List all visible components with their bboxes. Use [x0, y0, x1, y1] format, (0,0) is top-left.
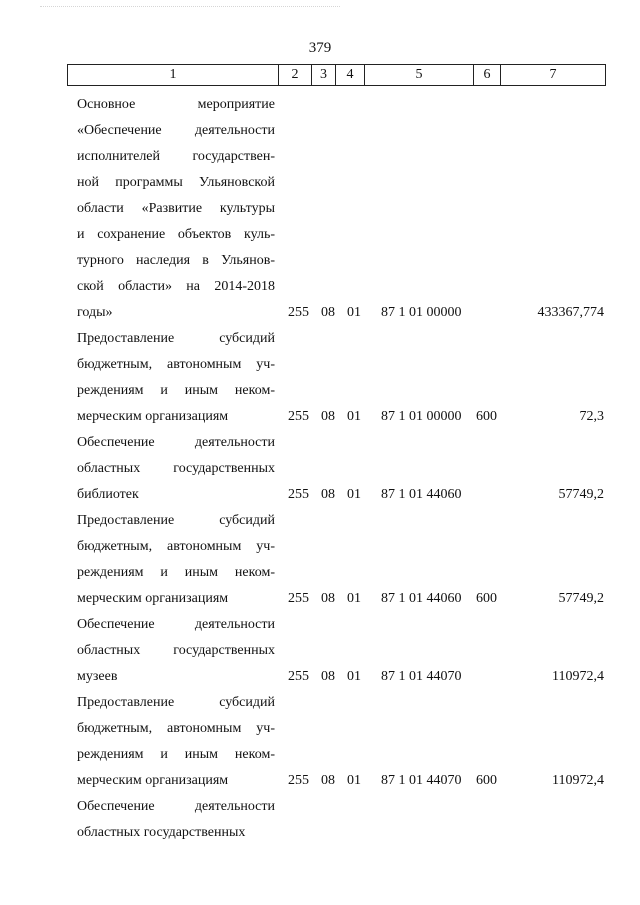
table-row: [0, 430, 640, 508]
description-line: и сохранение объектов куль-: [77, 227, 275, 242]
code-subsection: 01: [347, 487, 361, 502]
budget-rows: [0, 92, 640, 846]
row-description: [77, 326, 275, 430]
code-subsection: 01: [347, 409, 361, 424]
row-description: [77, 794, 275, 846]
row-description: [77, 508, 275, 612]
table-row: [0, 92, 640, 326]
code-subsection: 01: [347, 591, 361, 606]
header-col-6: 6: [474, 65, 501, 86]
code-admin: 255: [288, 409, 309, 424]
code-section: 08: [321, 591, 335, 606]
column-header-table: [67, 64, 606, 86]
code-admin: 255: [288, 773, 309, 788]
header-col-4: 4: [336, 65, 365, 86]
amount: 433367,774: [537, 305, 604, 320]
description-line: Предоставление субсидий: [77, 513, 275, 528]
description-line: реждениям и иным неком-: [77, 383, 275, 398]
table-row: [0, 794, 640, 846]
header-col-3: 3: [312, 65, 336, 86]
code-subsection: 01: [347, 305, 361, 320]
code-section: 08: [321, 669, 335, 684]
page-number: 379: [308, 40, 332, 56]
code-target-article: 87 1 01 44070: [381, 669, 462, 684]
description-line: Основное мероприятие: [77, 97, 275, 112]
description-line: мерческим организациям: [77, 591, 229, 606]
description-line: Предоставление субсидий: [77, 331, 275, 346]
code-target-article: 87 1 01 00000: [381, 305, 462, 320]
description-line: бюджетным, автономным уч-: [77, 539, 275, 554]
description-line: областных государственных: [77, 461, 275, 476]
code-admin: 255: [288, 669, 309, 684]
description-line: библиотек: [77, 487, 139, 502]
description-line: ской области» на 2014-2018: [77, 279, 275, 294]
description-line: исполнителей государствен-: [77, 149, 275, 164]
amount: 110972,4: [552, 773, 604, 788]
description-line: Обеспечение деятельности: [77, 799, 275, 814]
code-section: 08: [321, 409, 335, 424]
code-admin: 255: [288, 487, 309, 502]
description-line: областных государственных: [77, 643, 275, 658]
description-line: мерческим организациям: [77, 409, 229, 424]
row-description: [77, 690, 275, 794]
table-row: [0, 690, 640, 794]
description-line: Обеспечение деятельности: [77, 617, 275, 632]
code-target-article: 87 1 01 00000: [381, 409, 462, 424]
description-line: «Обеспечение деятельности: [77, 123, 275, 138]
header-col-1: 1: [68, 65, 279, 86]
amount: 72,3: [579, 409, 604, 424]
description-line: годы»: [77, 305, 113, 320]
description-line: мерческим организациям: [77, 773, 229, 788]
description-line: бюджетным, автономным уч-: [77, 357, 275, 372]
description-line: реждениям и иным неком-: [77, 565, 275, 580]
row-description: [77, 612, 275, 690]
code-section: 08: [321, 305, 335, 320]
description-line: реждениям и иным неком-: [77, 747, 275, 762]
header-col-5: 5: [365, 65, 474, 86]
description-line: музеев: [77, 669, 118, 684]
scan-artifact: [40, 6, 340, 11]
amount: 57749,2: [558, 487, 604, 502]
table-row: [0, 326, 640, 430]
amount: 57749,2: [558, 591, 604, 606]
code-section: 08: [321, 773, 335, 788]
code-expense-type: 600: [476, 591, 497, 606]
code-admin: 255: [288, 305, 309, 320]
description-line: ной программы Ульяновской: [77, 175, 275, 190]
code-section: 08: [321, 487, 335, 502]
row-description: [77, 92, 275, 326]
description-line: турного наследия в Ульянов-: [77, 253, 275, 268]
header-col-2: 2: [279, 65, 312, 86]
code-subsection: 01: [347, 669, 361, 684]
code-admin: 255: [288, 591, 309, 606]
code-target-article: 87 1 01 44060: [381, 487, 462, 502]
table-row: [0, 508, 640, 612]
code-expense-type: 600: [476, 773, 497, 788]
description-line: Обеспечение деятельности: [77, 435, 275, 450]
code-subsection: 01: [347, 773, 361, 788]
row-description: [77, 430, 275, 508]
description-line: бюджетным, автономным уч-: [77, 721, 275, 736]
description-line: областных государственных: [77, 825, 246, 840]
header-col-7: 7: [501, 65, 606, 86]
code-target-article: 87 1 01 44070: [381, 773, 462, 788]
table-row: [0, 612, 640, 690]
description-line: Предоставление субсидий: [77, 695, 275, 710]
amount: 110972,4: [552, 669, 604, 684]
code-expense-type: 600: [476, 409, 497, 424]
code-target-article: 87 1 01 44060: [381, 591, 462, 606]
description-line: области «Развитие культуры: [77, 201, 275, 216]
